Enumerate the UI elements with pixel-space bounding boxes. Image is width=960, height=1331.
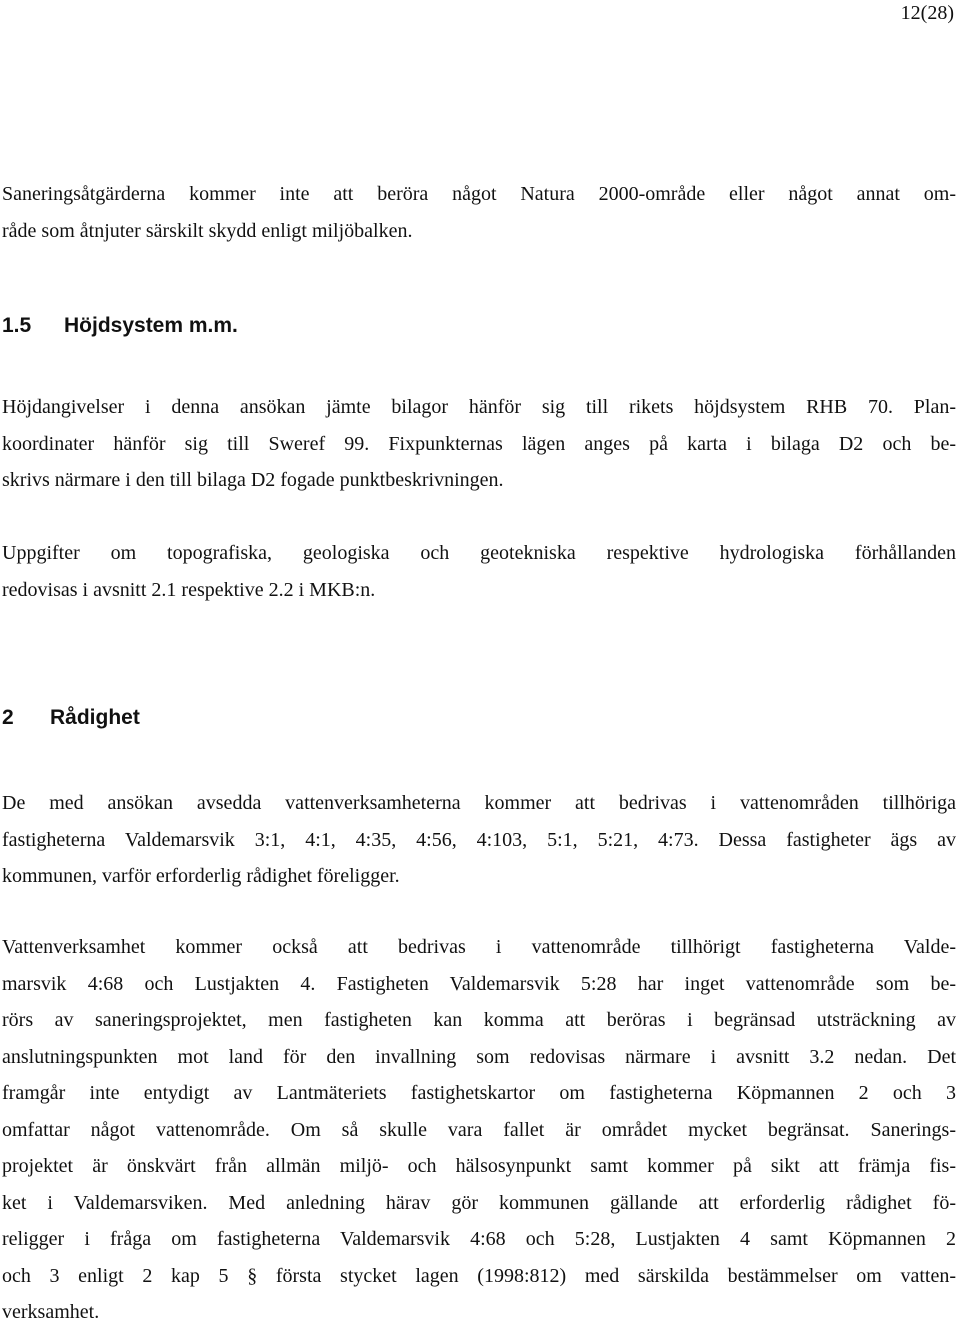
text-line: projektet är önskvärt från allmän miljö- och hälsosynpunkt samt kommer på sikt att främja fis- xyxy=(2,1155,956,1177)
section-heading-2 xyxy=(2,705,140,731)
text-line: ket i Valdemarsviken. Med anledning härav gör kommunen gällande att erforderlig rådighet fö- xyxy=(2,1191,956,1214)
text-line: redovisas i avsnitt 2.1 respektive 2.2 i MKB:n. xyxy=(2,578,376,601)
text-line: skrivs närmare i den till bilaga D2 fogade punktbeskrivningen. xyxy=(2,469,504,491)
text-line: anslutningspunkten mot land för den invallning som redovisas närmare i avsnitt 3.2 nedan. Det xyxy=(2,1045,956,1068)
section-heading-1-5 xyxy=(2,313,238,339)
paragraph-radighet-1 xyxy=(2,785,956,895)
section-title: Höjdsystem m.m. xyxy=(64,314,238,337)
paragraph-radighet-2 xyxy=(2,929,956,1331)
page-number: 12(28) xyxy=(900,2,954,24)
text-line: Höjdangivelser i denna ansökan jämte bilagor hänför sig till rikets höjdsystem RHB 70. Plan- xyxy=(2,396,956,418)
text-line: Uppgifter om topografiska, geologiska och geotekniska respektive hydrologiska förhållanden xyxy=(2,542,956,564)
paragraph-uppgifter xyxy=(2,535,956,608)
text-line: Vattenverksamhet kommer också att bedrivas i vattenområde tillhörigt fastigheterna Valde- xyxy=(2,936,956,958)
text-line: religger i fråga om fastigheterna Valdemarsvik 4:68 och 5:28, Lustjakten 4 samt Köpmannen 2 xyxy=(2,1228,956,1250)
text-line: fastigheterna Valdemarsvik 3:1, 4:1, 4:35, 4:56, 4:103, 5:1, 5:21, 4:73. Dessa fastigheter ägs av xyxy=(2,828,956,851)
section-number: 1.5 xyxy=(2,314,32,337)
text-line: rörs av saneringsprojektet, men fastigheten kan komma att beröras i begränsad utsträckning av xyxy=(2,1009,956,1031)
text-line: verksamhet. xyxy=(2,1301,100,1323)
paragraph-natura xyxy=(2,176,956,249)
text-line: Saneringsåtgärderna kommer inte att beröra något Natura 2000-område eller något annat om- xyxy=(2,183,956,205)
text-line: framgår inte entydigt av Lantmäteriets fastighetskartor om fastigheterna Köpmannen 2 och 3 xyxy=(2,1082,956,1104)
text-line: koordinater hänför sig till Sweref 99. Fixpunkternas lägen anges på karta i bilaga D2 och be- xyxy=(2,432,956,455)
section-number: 2 xyxy=(2,706,14,729)
section-title: Rådighet xyxy=(50,706,140,729)
text-line: kommunen, varför erforderlig rådighet föreligger. xyxy=(2,865,400,887)
text-line: råde som åtnjuter särskilt skydd enligt miljöbalken. xyxy=(2,219,413,242)
text-line: omfattar något vattenområde. Om så skulle vara fallet är området mycket begränsat. Sanerings- xyxy=(2,1118,956,1141)
text-line: och 3 enligt 2 kap 5 § första stycket lagen (1998:812) med särskilda bestämmelser om vatten- xyxy=(2,1264,956,1287)
paragraph-hojdangivelser xyxy=(2,389,956,499)
text-line: marsvik 4:68 och Lustjakten 4. Fastigheten Valdemarsvik 5:28 har inget vattenområde som be- xyxy=(2,972,956,995)
text-line: De med ansökan avsedda vattenverksamheterna kommer att bedrivas i vattenområden tillhöriga xyxy=(2,792,956,814)
